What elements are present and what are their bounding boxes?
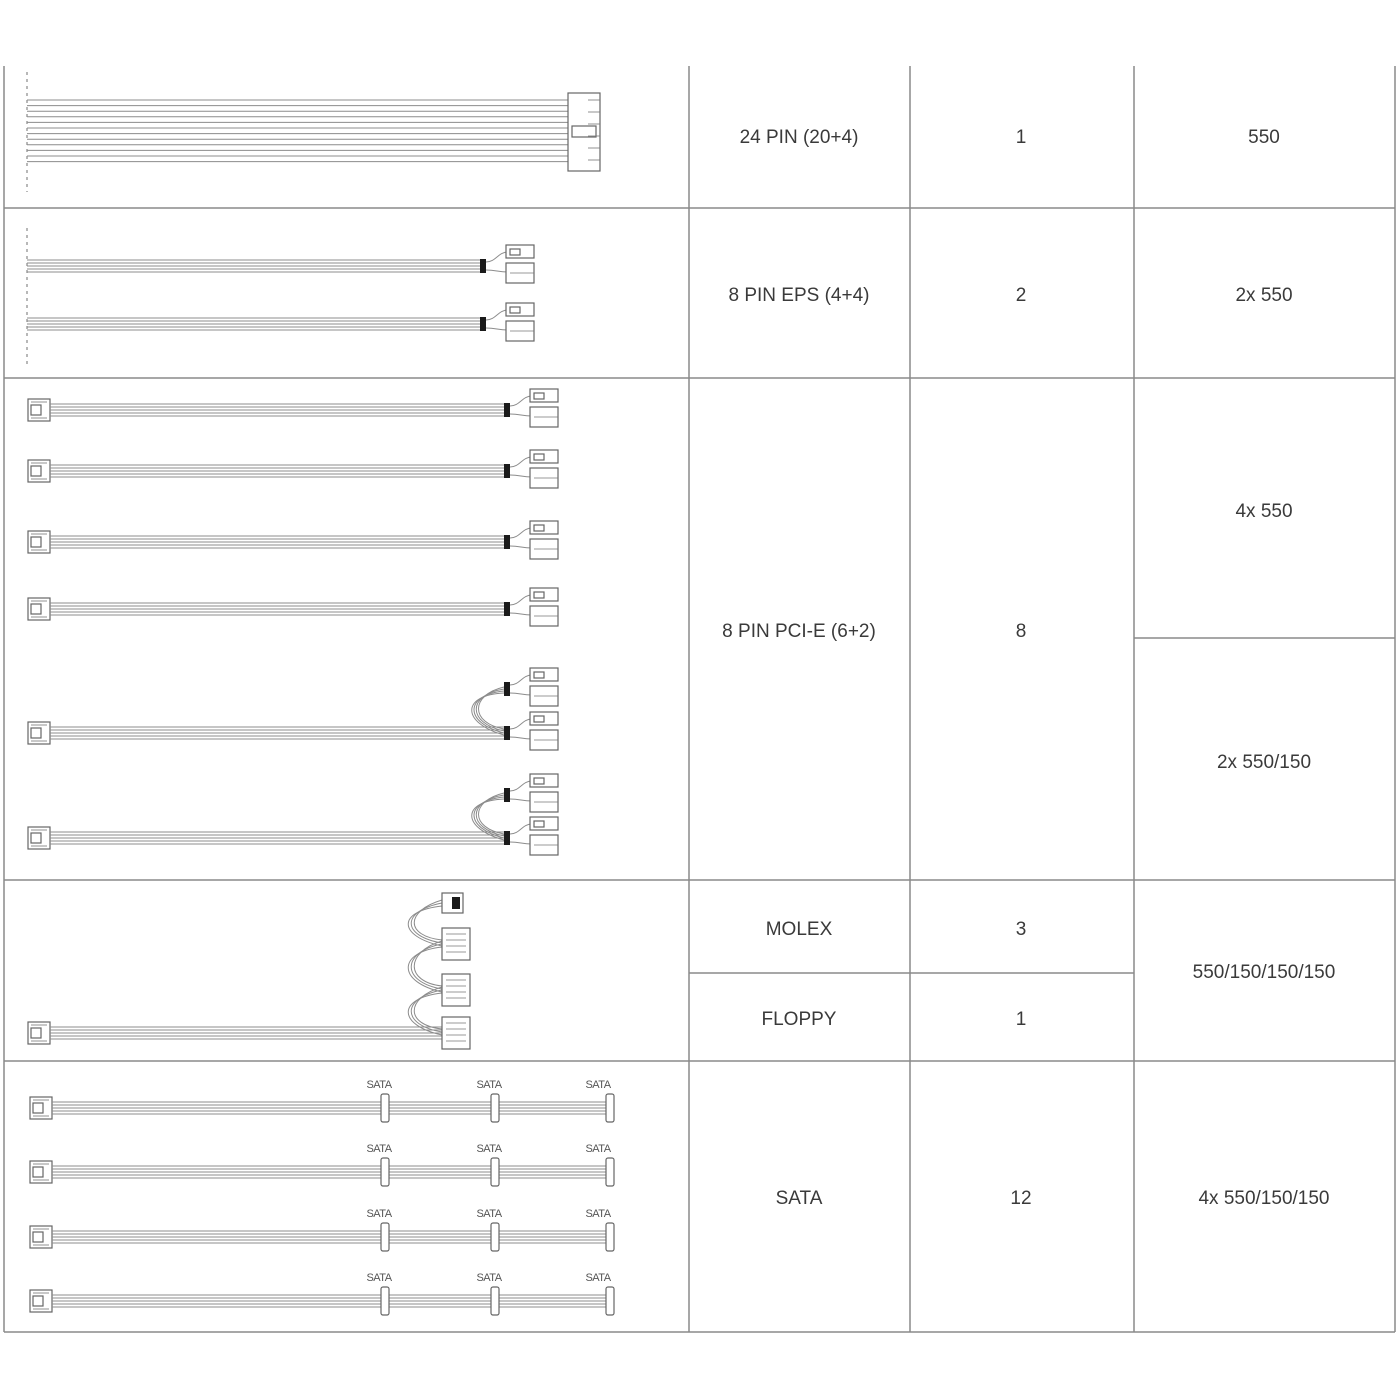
connector-24pin: 24 PIN (20+4) (739, 127, 859, 148)
count-pcie: 8 (1015, 621, 1027, 642)
cable-molex (28, 893, 470, 1049)
cable-pcie-3 (28, 521, 558, 559)
length-24pin: 550 (1248, 127, 1280, 148)
sata-label: SATA (476, 1208, 502, 1220)
cable-eps-2 (27, 303, 534, 341)
cable-24pin (27, 72, 600, 192)
sata-label: SATA (585, 1143, 611, 1155)
count-molex: 3 (1015, 919, 1027, 940)
length-eps: 2x 550 (1235, 285, 1293, 306)
cable-pcie-dual-1 (28, 668, 558, 750)
cable-sata-4 (30, 1272, 614, 1315)
sata-label: SATA (585, 1208, 611, 1220)
count-eps: 2 (1015, 285, 1027, 306)
cable-pcie-2 (28, 450, 558, 488)
count-sata: 12 (1010, 1188, 1032, 1209)
connector-sata: SATA (775, 1188, 823, 1209)
cable-illustrations (27, 72, 614, 1315)
sata-label: SATA (585, 1079, 611, 1091)
length-pcie-dual: 2x 550/150 (1216, 752, 1312, 773)
table-text (722, 127, 1335, 1209)
sata-label: SATA (366, 1208, 392, 1220)
connector-eps: 8 PIN EPS (4+4) (728, 285, 870, 306)
cable-sata-1 (30, 1079, 614, 1122)
sata-label: SATA (476, 1272, 502, 1284)
sata-label: SATA (585, 1272, 611, 1284)
sata-label: SATA (366, 1272, 392, 1284)
cable-sata-2 (30, 1143, 614, 1186)
cable-pcie-dual-2 (28, 774, 558, 855)
cable-sata-3 (30, 1208, 614, 1251)
sata-label: SATA (366, 1143, 392, 1155)
connector-pcie: 8 PIN PCI-E (6+2) (722, 621, 876, 642)
table-grid (4, 66, 1395, 1332)
length-molex-floppy: 550/150/150/150 (1192, 962, 1336, 983)
cable-pcie-1 (28, 389, 558, 427)
sata-label: SATA (476, 1079, 502, 1091)
cable-eps-1 (27, 245, 534, 283)
length-sata: 4x 550/150/150 (1198, 1188, 1330, 1209)
cable-pcie-4 (28, 588, 558, 626)
sata-label: SATA (366, 1079, 392, 1091)
connector-molex: MOLEX (765, 919, 833, 940)
length-pcie-single: 4x 550 (1235, 501, 1293, 522)
sata-label: SATA (476, 1143, 502, 1155)
count-24pin: 1 (1015, 127, 1027, 148)
connector-floppy: FLOPPY (761, 1009, 837, 1030)
count-floppy: 1 (1015, 1009, 1027, 1030)
